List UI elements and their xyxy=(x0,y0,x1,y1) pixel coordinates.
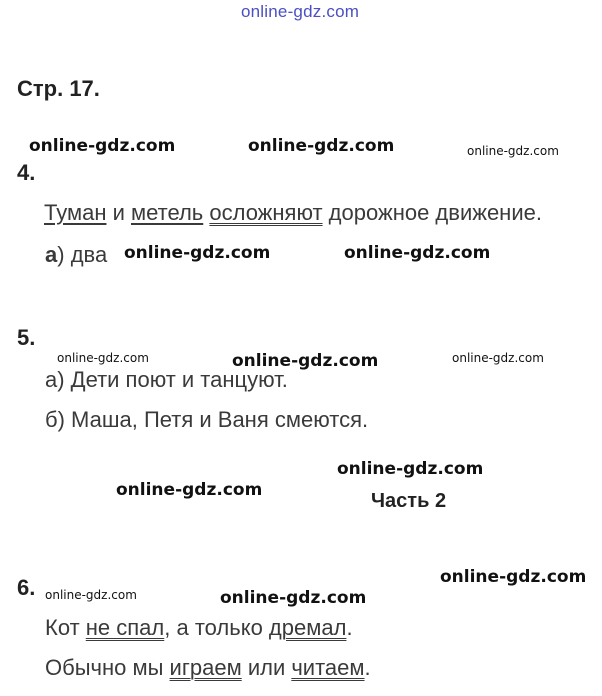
task6-line1 xyxy=(45,615,353,641)
task5-line-b: б) Маша, Петя и Ваня смеются. xyxy=(45,407,369,432)
watermark: online-gdz.com xyxy=(57,351,149,365)
watermark: online-gdz.com xyxy=(248,136,395,156)
task4-sentence xyxy=(44,200,542,226)
answer-text: ) два xyxy=(57,242,108,267)
sentence-text: . xyxy=(364,655,371,680)
watermark: online-gdz.com xyxy=(467,144,559,158)
watermark: online-gdz.com xyxy=(116,480,263,500)
task6-line2 xyxy=(45,655,371,681)
predicate-word: читаем xyxy=(291,655,365,680)
watermark: online-gdz.com xyxy=(232,351,379,371)
task5-number: 5. xyxy=(17,325,36,350)
predicate-word: не спал xyxy=(85,615,165,640)
subject-word: метель xyxy=(130,200,204,225)
watermark: online-gdz.com xyxy=(337,459,484,479)
task4-number: 4. xyxy=(17,160,36,185)
task6-number: 6. xyxy=(17,575,36,600)
watermark: online-gdz.com xyxy=(45,588,137,602)
sentence-text: Кот xyxy=(45,615,86,640)
watermark: online-gdz.com xyxy=(344,243,491,263)
subject-word: Туман xyxy=(44,200,107,225)
watermark: online-gdz.com xyxy=(220,588,367,608)
answer-marker: а xyxy=(45,242,58,267)
predicate-word: осложняют xyxy=(209,200,323,225)
part-label: Часть 2 xyxy=(371,490,447,512)
sentence-text: . xyxy=(346,615,353,640)
top-watermark: online-gdz.com xyxy=(241,2,360,21)
predicate-word: играем xyxy=(169,655,242,680)
watermark: online-gdz.com xyxy=(29,136,176,156)
sentence-text: , а только xyxy=(164,615,269,640)
predicate-word: дремал xyxy=(268,615,347,640)
sentence-text: дорожное движение. xyxy=(322,200,542,225)
sentence-text: или xyxy=(241,655,292,680)
task5-line-a: а) Дети поют и танцуют. xyxy=(45,367,288,392)
page-heading: Стр. 17. xyxy=(17,76,100,101)
watermark: online-gdz.com xyxy=(440,567,587,587)
watermark: online-gdz.com xyxy=(124,243,271,263)
watermark: online-gdz.com xyxy=(452,351,544,365)
task4-answer xyxy=(45,242,107,268)
sentence-text: Обычно мы xyxy=(45,655,170,680)
sentence-text: и xyxy=(106,200,131,225)
